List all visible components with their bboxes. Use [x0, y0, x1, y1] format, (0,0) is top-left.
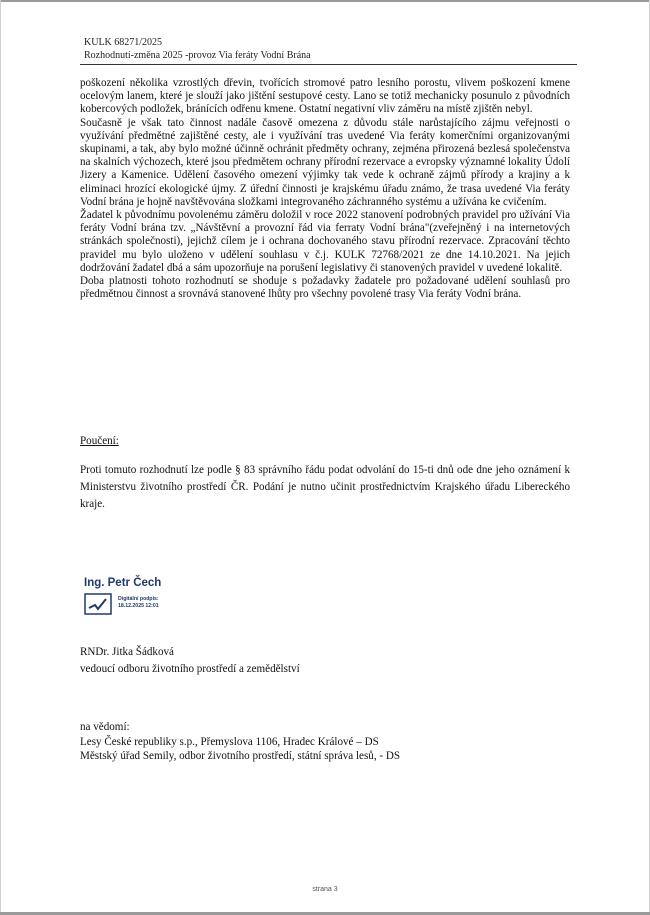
cc-label: na vědomí: [80, 721, 130, 733]
body-paragraph: Žadatel k původnímu povolenému záměru doložil v roce 2022 stanovení podrobných pravidel pro užívání Via feráty Vodní brána tzv. „Návštěvní a provozní řád via ferraty Vodní brána"(zveřejněný i na internetových stránkách společnosti), jejichž cílem je i ochrana dochovaného stavu přírodní rezervace. Zpracování těchto pravidel mu bylo uloženo v udělení souhlasu v č.j. KULK 72768/2021 ze dne 14.10.2021. Na jejich dodržování žadatel dbá a sám upozorňuje na porušení legislativy či stanovených pravidel v uvedené lokalitě. [80, 209, 570, 274]
body-paragraph: Doba platnosti tohoto rozhodnutí se shoduje s požadavky žadatele pro požadované udělení souhlasů pro předmětnou činnost a srovnává stanovené lhůty pro všechny povolené trasy Via feráty Vodní brána. [80, 275, 570, 301]
signature-name: Ing. Petr Čech [84, 577, 162, 589]
header-subject: Rozhodnutí-změna 2025 -provoz Via feráty Vodní Brána [84, 50, 311, 61]
cc-recipient: Městský úřad Semily, odbor životního prostředí, státní správa lesů, - DS [80, 750, 401, 762]
header-reference: KULK 68271/2025 [84, 37, 163, 48]
signer-block [80, 644, 300, 678]
document-body [80, 77, 570, 301]
signature-label: Digitální podpis: [118, 596, 159, 602]
signature-check-icon [84, 593, 112, 615]
header-divider [80, 64, 577, 65]
signature-timestamp: 18.12.2025 12:01 [118, 602, 159, 609]
body-paragraph: Současně je však tato činnost nadále časově omezena z důvodu stále narůstajícího zájmu veřejnosti o využívání předmětné zajištěné cesty, ale i využívání tras uvedené Via feráty komerčními organizovanými skupinami, a tak, aby bylo možné účinně ochránit předměty ochrany, zejména přirozená bezlesá společenstva na skalních výchozech, které jsou předmětem ochrany přírodní rezervace a evropsky významné lokality Údolí Jizery a Kamenice. Udělení časového omezení výjimky tak vede k ochraně zájmů přírody a krajiny a k eliminaci hrozící ekologické újmy. Z úřední činnosti je krajskému úřadu známo, že trasa uvedené Via feráty Vodní brána je hojně navštěvována složkami integrovaného záchranného systému a užívána ke cvičením. [80, 116, 570, 208]
cc-block [80, 720, 400, 764]
digital-signature [84, 577, 204, 622]
signer-role: vedoucí odboru životního prostředí a zemědělství [80, 663, 300, 675]
cc-recipient: Lesy České republiky s.p., Přemyslova 1106, Hradec Králové – DS [80, 735, 379, 748]
signer-name: RNDr. Jitka Šádková [80, 646, 174, 658]
page-top-border [0, 0, 650, 2]
signature-meta [118, 596, 159, 609]
instruction-heading: Poučení: [80, 435, 119, 447]
instruction-text: Proti tomuto rozhodnutí lze podle § 83 správního řádu podat odvolání do 15-ti dnů ode dne jeho oznámení k Ministerstvu životního prostředí ČR. Podání je nutno učinit prostřednictvím Krajského úřadu Libereckého kraje. [80, 464, 570, 510]
page-left-border [0, 0, 1, 915]
body-paragraph: poškození několika vzrostlých dřevin, tvořících stromové patro lesního porostu, vlivem poškození kmene ocelovým lanem, které je slouží jako jištění sestupové cesty. Lano se totiž mechanicky posunulo z původních kobercových podložek, bránících odřenu kmene. Ostatní negativní vliv záměru na místě zjištěn nebyl. [80, 77, 570, 116]
page-number: strana 3 [312, 886, 338, 893]
